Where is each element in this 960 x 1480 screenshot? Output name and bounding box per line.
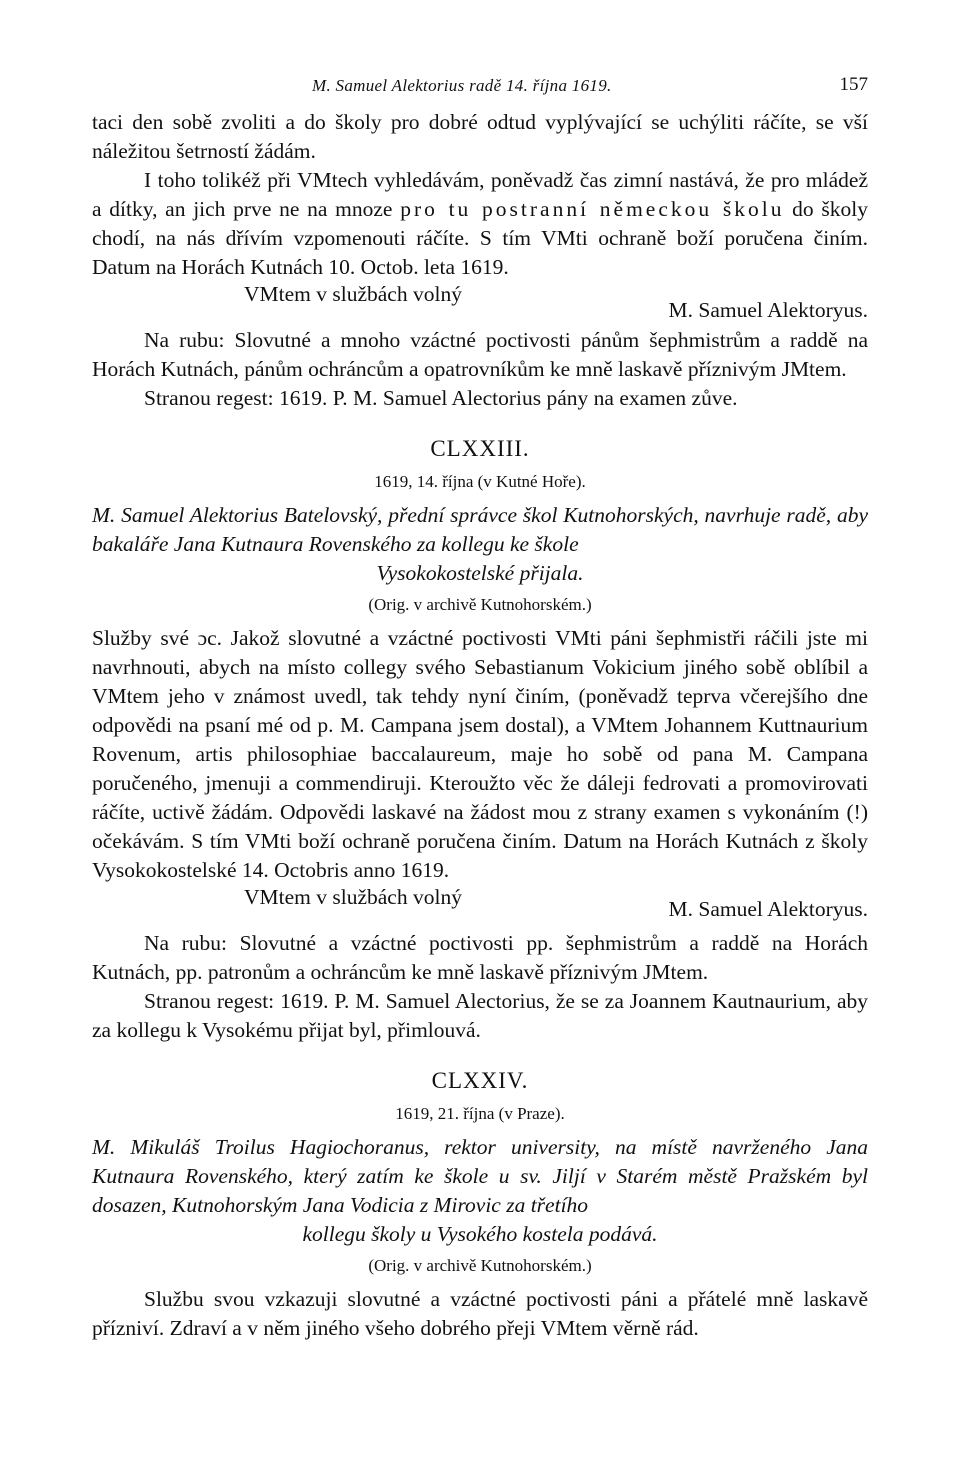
verso-note: Na rubu: Slovutné a mnoho vzáctné poctivosti pánům šephmistrům a raddě na Horách Kutnách, pánům ochráncům a opatrovníkům ke mně laskavě příznivým JMtem.: [92, 328, 868, 381]
regest-text: M. Samuel Alektorius Batelovský, přední správce škol Kutnohorských, navrhuje radě, aby bakaláře Jana Kutnaura Rovenského za kollegu ke škole: [92, 503, 868, 556]
closing-formula: VMtem v službách volný: [244, 282, 462, 306]
document-regest: [92, 1133, 868, 1249]
signature: M. Samuel Alektoryus.: [668, 298, 868, 322]
document-regest: [92, 501, 868, 588]
document-date: 1619, 14. října (v Kutné Hoře).: [374, 472, 586, 491]
source-note: (Orig. v archivě Kutnohorském.): [368, 1256, 592, 1275]
document-number: CLXXIV.: [431, 1068, 529, 1093]
closing-signature-block: [92, 885, 868, 929]
spaced-emphasis: pro tu postranní německou školu: [400, 197, 785, 221]
document-number: CLXXIII.: [430, 436, 530, 461]
closing-formula: VMtem v službách volný: [244, 885, 462, 909]
paragraph-letter-body: [92, 166, 868, 282]
letter-body: Služby své ɔc. Jakož slovutné a vzáctné poctivosti VMti páni šephmistři ráčili jste mi navrhnouti, abych na místo collegy svého Sebastianum Vokicium jiného sobě oblíbil a VMtem jeho v známost uvedl, tak tehdy nyní činím, (poněvadž teprva včerejšího dne odpovědi na psaní mé od p. M. Campana jsem dostal), a VMtem Johannem Kuttnaurium Rovenum, artis philosophiae baccalaureum, maje ho sobě od pana M. Campana poručeného, jmenuji a commendiruji. Kteroužto věc že dáleji fedrovati a promovirovati ráčíte, uctivě žádám. Odpovědi laskavé na žádost mou z strany examen s vykonáním (!) očekávám. S tím VMti boží ochraně poručena činím. Datum na Horách Kutnách z školy Vysokokostelské 14. Octobris anno 1619.: [92, 626, 868, 882]
side-regest-note: Stranou regest: 1619. P. M. Samuel Alectorius, že se za Joannem Kautnaurium, aby za kollegu k Vysokému přijat byl, přimlouvá.: [92, 989, 868, 1042]
closing-signature-block: [92, 282, 868, 326]
source-note: (Orig. v archivě Kutnohorském.): [368, 595, 592, 614]
regest-text-last-line: kollegu školy u Vysokého kostela podává.: [302, 1222, 658, 1246]
running-head-title: M. Samuel Alektorius radě 14. října 1619.: [312, 76, 612, 95]
letter-body: Službu svou vzkazuji slovutné a vzáctné poctivosti páni a přátelé mně laskavě přízniví. Zdraví a v něm jiného všeho dobrého přeji VMtem věrně rád.: [92, 1287, 868, 1340]
regest-text: M. Mikuláš Troilus Hagiochoranus, rektor university, na místě navrženého Jana Kutnaura Rovenského, který zatím ke škole u sv. Jiljí v Starém městě Pražském byl dosazen, Kutnohorským Jana Vodicia z Mirovic za třetího: [92, 1135, 868, 1217]
paragraph-text: do školy chodí, na nás dřívím vzpomenouti ráčíte. S tím VMti ochraně boží poručena činím. Datum na Horách Kutnách 10. Octob. leta 1619.: [92, 197, 869, 279]
document-date: 1619, 21. října (v Praze).: [395, 1104, 565, 1123]
running-head: [92, 70, 868, 100]
paragraph-continuation: taci den sobě zvoliti a do školy pro dobré odtud vyplývající se uchýliti ráčíte, se vší náležitou šetrností žádám.: [92, 110, 868, 163]
side-regest-note: Stranou regest: 1619. P. M. Samuel Alectorius pány na examen zůve.: [144, 386, 738, 410]
regest-text-last-line: Vysokokostelské přijala.: [376, 561, 584, 585]
verso-note: Na rubu: Slovutné a vzáctné poctivosti pp. šephmistrům a raddě na Horách Kutnách, pp. patronům a ochráncům ke mně laskavě příznivým JMtem.: [92, 931, 868, 984]
page-number: 157: [839, 74, 868, 95]
document-page: [92, 70, 868, 1343]
signature: M. Samuel Alektoryus.: [668, 897, 868, 921]
paragraph-text: I toho tolikéž při VMtech vyhledávám, poněvadž čas zimní nastává, že pro mládež a dítky, an jich prve ne na mnoze: [92, 168, 868, 221]
